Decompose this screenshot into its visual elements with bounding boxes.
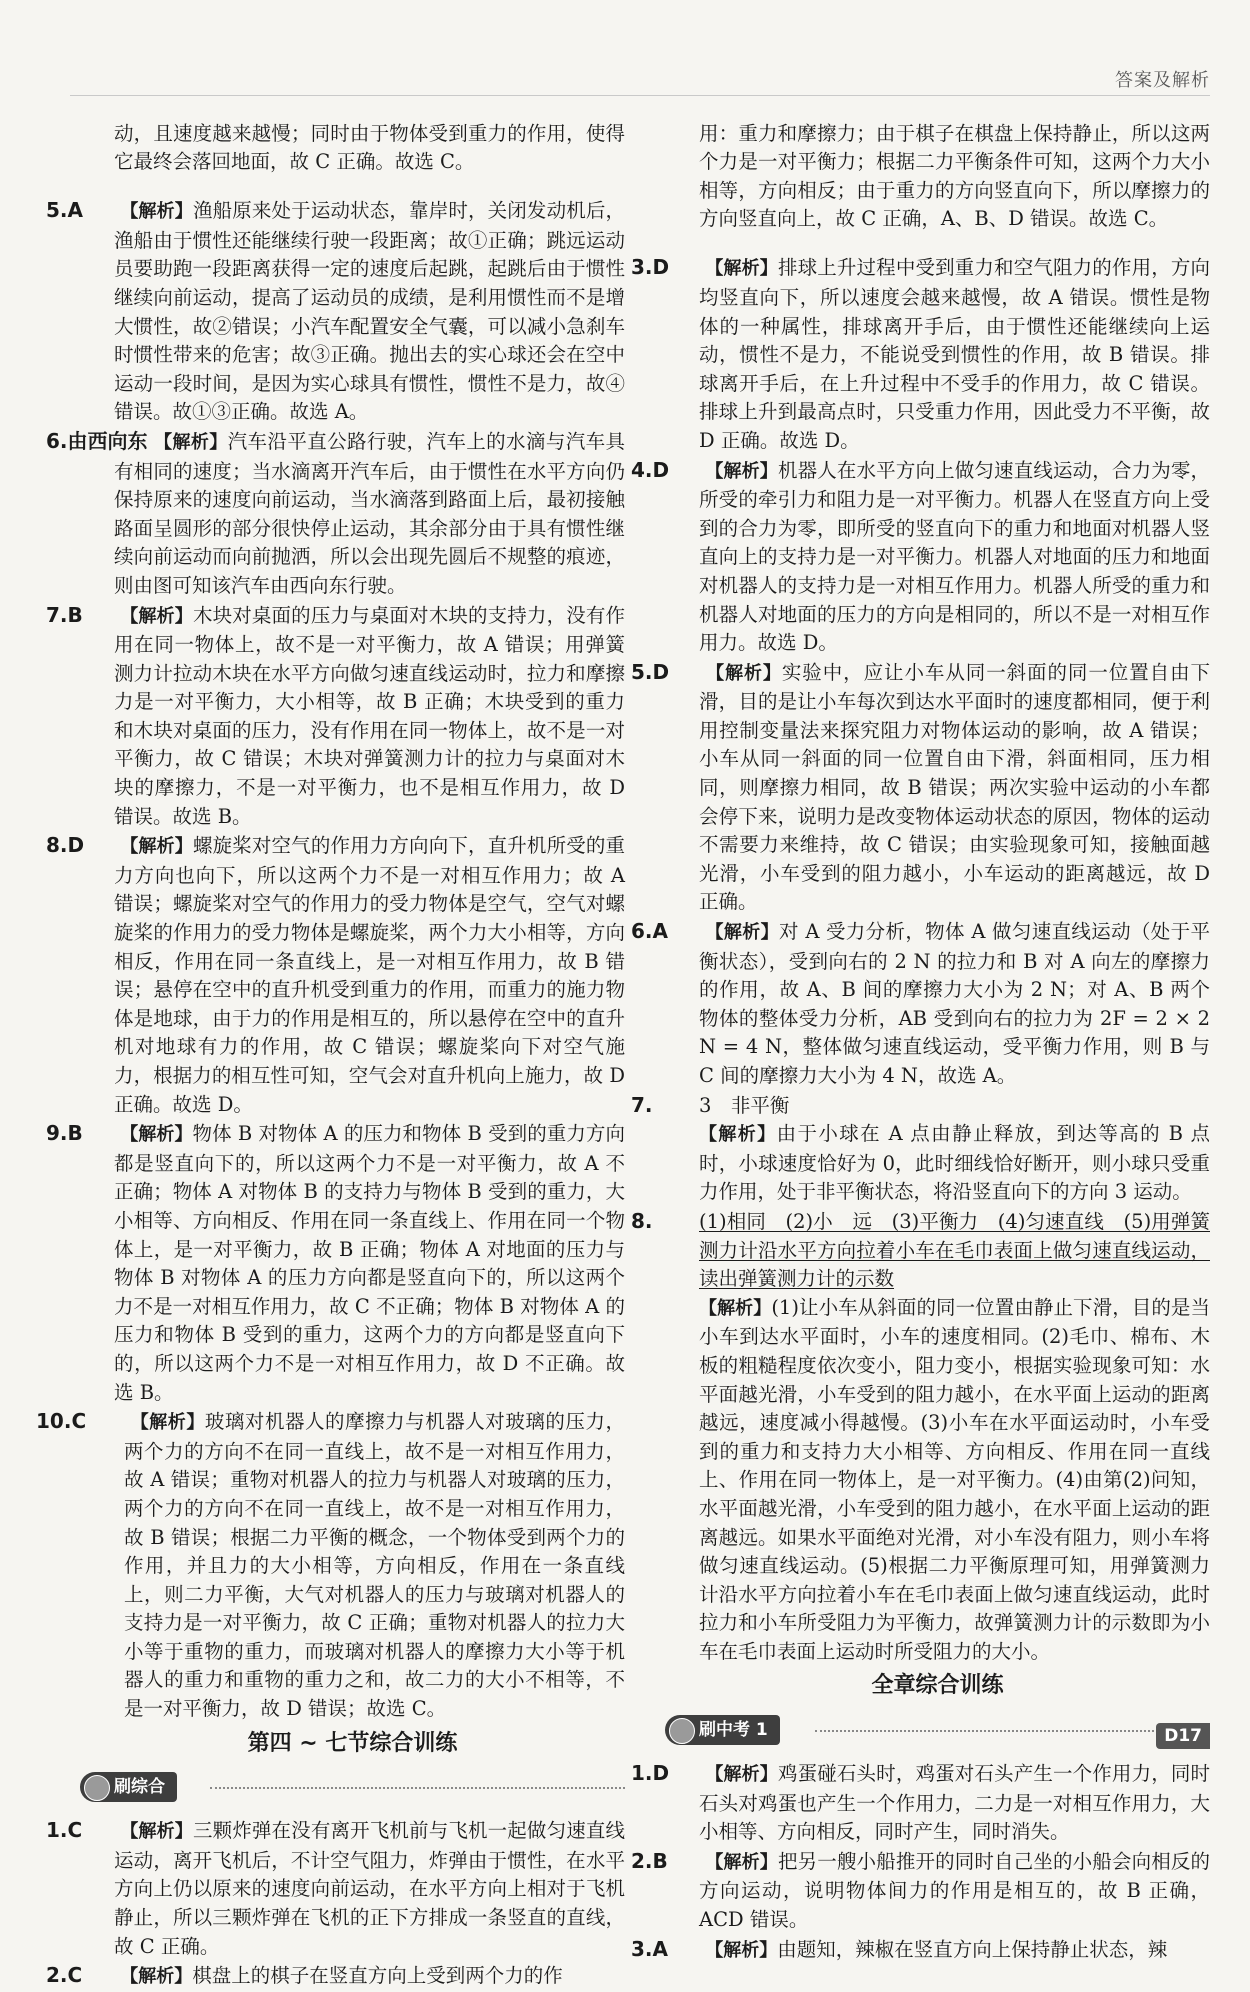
item-number: 7. (631, 1092, 653, 1117)
analysis-text: 渔船原来处于运动状态，靠岸时，关闭发动机后，渔船由于惯性还能继续行驶一段距离；故①正确；跳远运动员要助跑一段距离获得一定的速度后起跳，起跳后由于惯性继续向前运动，提高了运动员的成绩，是利用惯性而不是增大惯性，故②错误；小汽车配置安全气囊，可以减小急刹车时惯性带来的危害；故③正确。抛出去的实心球还会在空中运动一段时间，是因为实心球具有惯性，惯性不是力，故④错误。故①③正确。故选 A。 (114, 199, 626, 424)
item-number: 8. (631, 1208, 653, 1233)
answer-item (631, 1759, 1211, 1847)
analysis-text: 机器人在水平方向上做匀速直线运动，合力为零，所受的牵引力和阻力是一对平衡力。机器人在竖直方向上受到的合力为零，即所受的竖直向下的重力和地面对机器人竖直向上的支持力是一对平衡力。机器人对地面的压力和地面对机器人的支持力是一对相互作用力。机器人所受的重力和机器人对地面的压力的方向是相同的，所以不是一对相互作用力。故选 D。 (699, 458, 1211, 655)
analysis-text: 螺旋桨对空气的作用力方向向下，直升机所受的重力方向也向下，所以这两个力不是一对相互作用力；故 A 错误；螺旋桨对空气的作用力的受力物体是空气，空气对螺旋桨的作用力的受力物体是螺旋桨，两个力大小相等，方向相反，作用在同一条直线上，是一对相互作用力，故 B 错误；悬停在空中的直升机受到重力的作用，而重力的施力物体是地球，由于力的作用是相互的，所以悬停在空中的直升机对地球有力的作用，故 C 错误；螺旋桨向下对空气施力，根据力的相互性可知，空气会对直升机向上施力，故 D 正确。故选 D。 (114, 834, 626, 1116)
item-number: 3.D (631, 255, 670, 280)
continued-text: 用：重力和摩擦力；由于棋子在棋盘上保持静止，所以这两个力是一对平衡力；根据二力平衡条件可知，这两个力大小相等，方向相反；由于重力的方向竖直向下，所以摩擦力的方向竖直向上，故 C 正确，A、B、D 错误。故选 C。 (699, 121, 1210, 231)
analysis-text: 由于小球在 A 点由静止释放，到达等高的 B 点时，小球速度恰好为 0，此时细线恰好断开，则小球只受重力作用，处于非平衡状态，将沿竖直向下的方向 3 运动。 (699, 1122, 1211, 1204)
header-label: 答案及解析 (1115, 70, 1210, 91)
analysis-tag: 【解析】 (120, 1124, 193, 1146)
answer-item (631, 658, 1211, 917)
section-badge: 刷综合 (80, 1772, 177, 1802)
answer-item (46, 1816, 626, 1961)
analysis-tag: 【解析】 (705, 258, 778, 280)
analysis-text: 汽车沿平直公路行驶，汽车上的水滴与汽车具有相同的速度；当水滴离开汽车后，由于惯性在水平方向仍保持原来的速度向前运动，当水滴落到路面上后，最初接触路面呈圆形的部分很快停止运动，其余部分由于具有惯性继续向前运动而向前抛洒，所以会出现先圆后不规整的痕迹，则由图可知该汽车由西向东行驶。 (114, 429, 625, 597)
answer-item (46, 831, 626, 1119)
answer-item (631, 253, 1211, 455)
section-badge-row (665, 1711, 1210, 1751)
dotted-divider (210, 1787, 625, 1789)
analysis-text: 实验中，应让小车从同一斜面的同一位置自由下滑，目的是让小车每次到达水平面时的速度都相同，便于利用控制变量法来探究阻力对物体运动的影响，故 A 错误；小车从同一斜面的同一位置自由下滑，斜面相同，压力相同，则摩擦力相同，故 B 错误；两次实验中运动的小车都会停下来，说明力是改变物体运动状态的原因，物体的运动不需要力来维持，故 C 错误；由实验现象可知，接触面越光滑，小车受到的阻力越小，小车运动的距离越远，故 D 正确。 (699, 660, 1211, 914)
item-answer: 3 非平衡 (699, 1093, 790, 1117)
answer-item (46, 427, 625, 601)
analysis-text: 排球上升过程中受到重力和空气阻力的作用，方向均竖直向下，所以速度会越来越慢，故 A 错误。惯性是物体的一种属性，排球离开手后，由于惯性还能继续向上运动，惯性不是力，不能说受到惯性的作用，故 B 错误。排球离开手后，在上升过程中不受手的作用力，故 C 错误。排球上升到最高点时，只受重力作用，因此受力不平衡，故 D 正确。故选 D。 (699, 256, 1211, 452)
answer-item (36, 1407, 625, 1724)
brush-icon (669, 1718, 695, 1744)
item-number: 6.A (631, 919, 668, 944)
answer-item (46, 1119, 625, 1407)
answer-item (631, 456, 1211, 658)
analysis-tag: 【解析】 (130, 1412, 205, 1434)
item-number: 2.C (46, 1963, 83, 1988)
answer-item (631, 1091, 1211, 1207)
item-number: 5.A (46, 198, 83, 223)
analysis-tag: 【解析】 (120, 836, 193, 858)
item-number: 4.D (631, 457, 670, 482)
analysis-tag: 【解析】 (120, 1821, 193, 1843)
section-badge-row (80, 1768, 625, 1808)
answer-item (631, 1207, 1211, 1667)
continued-text: 动，且速度越来越慢；同时由于物体受到重力的作用，使得它最终会落回地面，故 C 正确。故选 C。 (114, 121, 625, 174)
analysis-text: 玻璃对机器人的摩擦力与机器人对玻璃的压力，两个力的方向不在同一直线上，故不是一对相互作用力，故 A 错误；重物对机器人的拉力与机器人对玻璃的压力，两个力的方向不在同一直线上，故不是一对相互作用力，故 B 错误；根据二力平衡的概念，一个物体受到两个力的作用，并且力的大小相等，方向相反，作用在一条直线上，则二力平衡，大气对机器人的压力与玻璃对机器人的支持力是一对平衡力，故 C 正确；重物对机器人的拉力大小等于重物的重力，而玻璃对机器人的摩擦力大小等于机器人的重力和重物的重力之和，故二力的大小不相等，不是一对平衡力，故 D 错误；故选 C。 (124, 1410, 625, 1721)
analysis-text: 三颗炸弹在没有离开飞机前与飞机一起做匀速直线运动，离开飞机后，不计空气阻力，炸弹由于惯性，在水平方向上仍以原来的速度向前运动，在水平方向上相对于飞机静止，所以三颗炸弹在飞机的正下方排成一条竖直的直线，故 C 正确。 (114, 1819, 626, 1958)
analysis-text: 棋盘上的棋子在竖直方向上受到两个力的作 (192, 1964, 563, 1988)
analysis-text: (1)让小车从斜面的同一位置由静止下滑，目的是当小车到达水平面时，小车的速度相同。(2)毛巾、棉布、木板的粗糙程度依次变小，阻力变小，根据实验现象可知：水平面越光滑，小车受到的阻力越小，在水平面上运动的距离越远，速度减小得越慢。(3)小车在水平面运动时，小车受到的重力和支持力大小相等、方向相反、作用在同一直线上、作用在同一物体上，是一对平衡力。(4)由第(2)问知，水平面越光滑，小车受到的阻力越小，在水平面上运动的距离越远。如果水平面绝对光滑，对小车没有阻力，则小车将做匀速直线运动。(5)根据二力平衡原理可知，用弹簧测力计沿水平方向拉着小车在毛巾表面上做匀速直线运动，此时拉力和小车所受阻力为平衡力，故弹簧测力计的示数即为小车在毛巾表面上运动时所受阻力的大小。 (699, 1295, 1211, 1663)
analysis-tag: 【解析】 (705, 460, 778, 482)
header-divider (70, 95, 1210, 96)
item-answer: (1)相同 (2)小 远 (3)平衡力 (4)匀速直线 (5)用弹簧测力计沿水平方向拉着小车在毛巾表面上做匀速直线运动，读出弹簧测力计的示数 (699, 1209, 1210, 1291)
analysis-tag: 【解析】 (154, 431, 228, 453)
item-number: 6.由西向东 (46, 428, 148, 453)
analysis-text: 把另一艘小船推开的同时自己坐的小船会向相反的方向运动，说明物体间力的作用是相互的，故 B 正确，ACD 错误。 (699, 1849, 1211, 1932)
analysis-tag: 【解析】 (120, 605, 193, 627)
section-badge: 刷中考 1 (665, 1715, 780, 1745)
analysis-tag: 【解析】 (705, 1939, 778, 1961)
answer-item (46, 1961, 625, 1992)
analysis-tag: 【解析】 (705, 1851, 778, 1873)
item-number: 2.B (631, 1848, 668, 1873)
item-number: 10.C (36, 1409, 87, 1434)
item-number: 7.B (46, 602, 83, 627)
analysis-tag: 【解析】 (706, 662, 782, 684)
analysis-text: 木块对桌面的压力与桌面对木块的支持力，没有作用在同一物体上，故不是一对平衡力，故 A 错误；用弹簧测力计拉动木块在水平方向做匀速直线运动时，拉力和摩擦力是一对平衡力，大小相等，故 B 正确；木块受到的重力和木块对桌面的压力，没有作用在同一物体上，故不是一对平衡力，故 C 错误；木块对弹簧测力计的拉力与桌面对木块的摩擦力，不是一对平衡力，也不是相互作用力，故 D 错误。故选 B。 (114, 603, 626, 828)
analysis-tag: 【解析】 (120, 201, 193, 223)
item-number: 1.D (631, 1761, 670, 1786)
analysis-tag: 【解析】 (699, 1297, 772, 1319)
brush-icon (84, 1775, 110, 1801)
section-title: 第四 ~ 七节综合训练 (247, 1730, 458, 1756)
dotted-divider (815, 1730, 1210, 1732)
analysis-tag: 【解析】 (705, 922, 779, 944)
analysis-text: 物体 B 对物体 A 的压力和物体 B 受到的重力方向都是竖直向下的，所以这两个力不是一对平衡力，故 A 不正确；物体 A 对物体 B 的支持力与物体 B 受到的重力，大小相等、方向相反、作用在同一条直线上、作用在同一个物体上，是一对平衡力，故 B 正确；物体 A 对地面的压力与物体 B 对物体 A 的压力方向都是竖直向下的，所以这两个力不是一对相互作用力，故 C 不正确；物体 B 对物体 A 的压力和物体 B 受到的重力，这两个力的方向都是竖直向下的，所以这两个力不是一对相互作用力，故 D 不正确。故选 B。 (114, 1122, 625, 1404)
answer-item (46, 196, 626, 427)
analysis-tag: 【解析】 (699, 1124, 777, 1146)
page-number: D17 (1156, 1723, 1210, 1749)
item-number: 3.A (631, 1936, 668, 1961)
analysis-tag: 【解析】 (120, 1966, 193, 1988)
analysis-text: 鸡蛋碰石头时，鸡蛋对石头产生一个作用力，同时石头对鸡蛋也产生一个作用力，二力是一对相互作用力，大小相等、方向相反，同时产生，同时消失。 (699, 1762, 1211, 1844)
item-number: 1.C (46, 1818, 83, 1843)
analysis-text: 对 A 受力分析，物体 A 做匀速直线运动（处于平衡状态），受到向右的 2 N 的拉力和 B 对 A 向左的摩擦力的作用，故 A、B 间的摩擦力大小为 2 N；对 A、B 两个物体的整体受力分析，AB 受到向右的拉力为 2F = 2 × 2 N = 4 N，整体做匀速直线运动，受平衡力作用，则 B 与 C 间的摩擦力大小为 4 N，故选 A。 (699, 920, 1210, 1087)
answer-item (631, 1847, 1211, 1935)
answer-item (631, 1935, 1210, 1966)
item-number: 9.B (46, 1121, 83, 1146)
left-column (36, 100, 626, 1992)
item-number: 8.D (46, 833, 85, 858)
answer-item (631, 917, 1210, 1091)
right-column (631, 100, 1211, 1965)
analysis-tag: 【解析】 (705, 1764, 778, 1786)
analysis-text: 由题知，辣椒在竖直方向上保持静止状态，辣 (777, 1937, 1168, 1961)
answer-item (46, 601, 626, 832)
item-number: 5.D (631, 659, 670, 684)
section-title: 全章综合训练 (871, 1673, 1004, 1699)
